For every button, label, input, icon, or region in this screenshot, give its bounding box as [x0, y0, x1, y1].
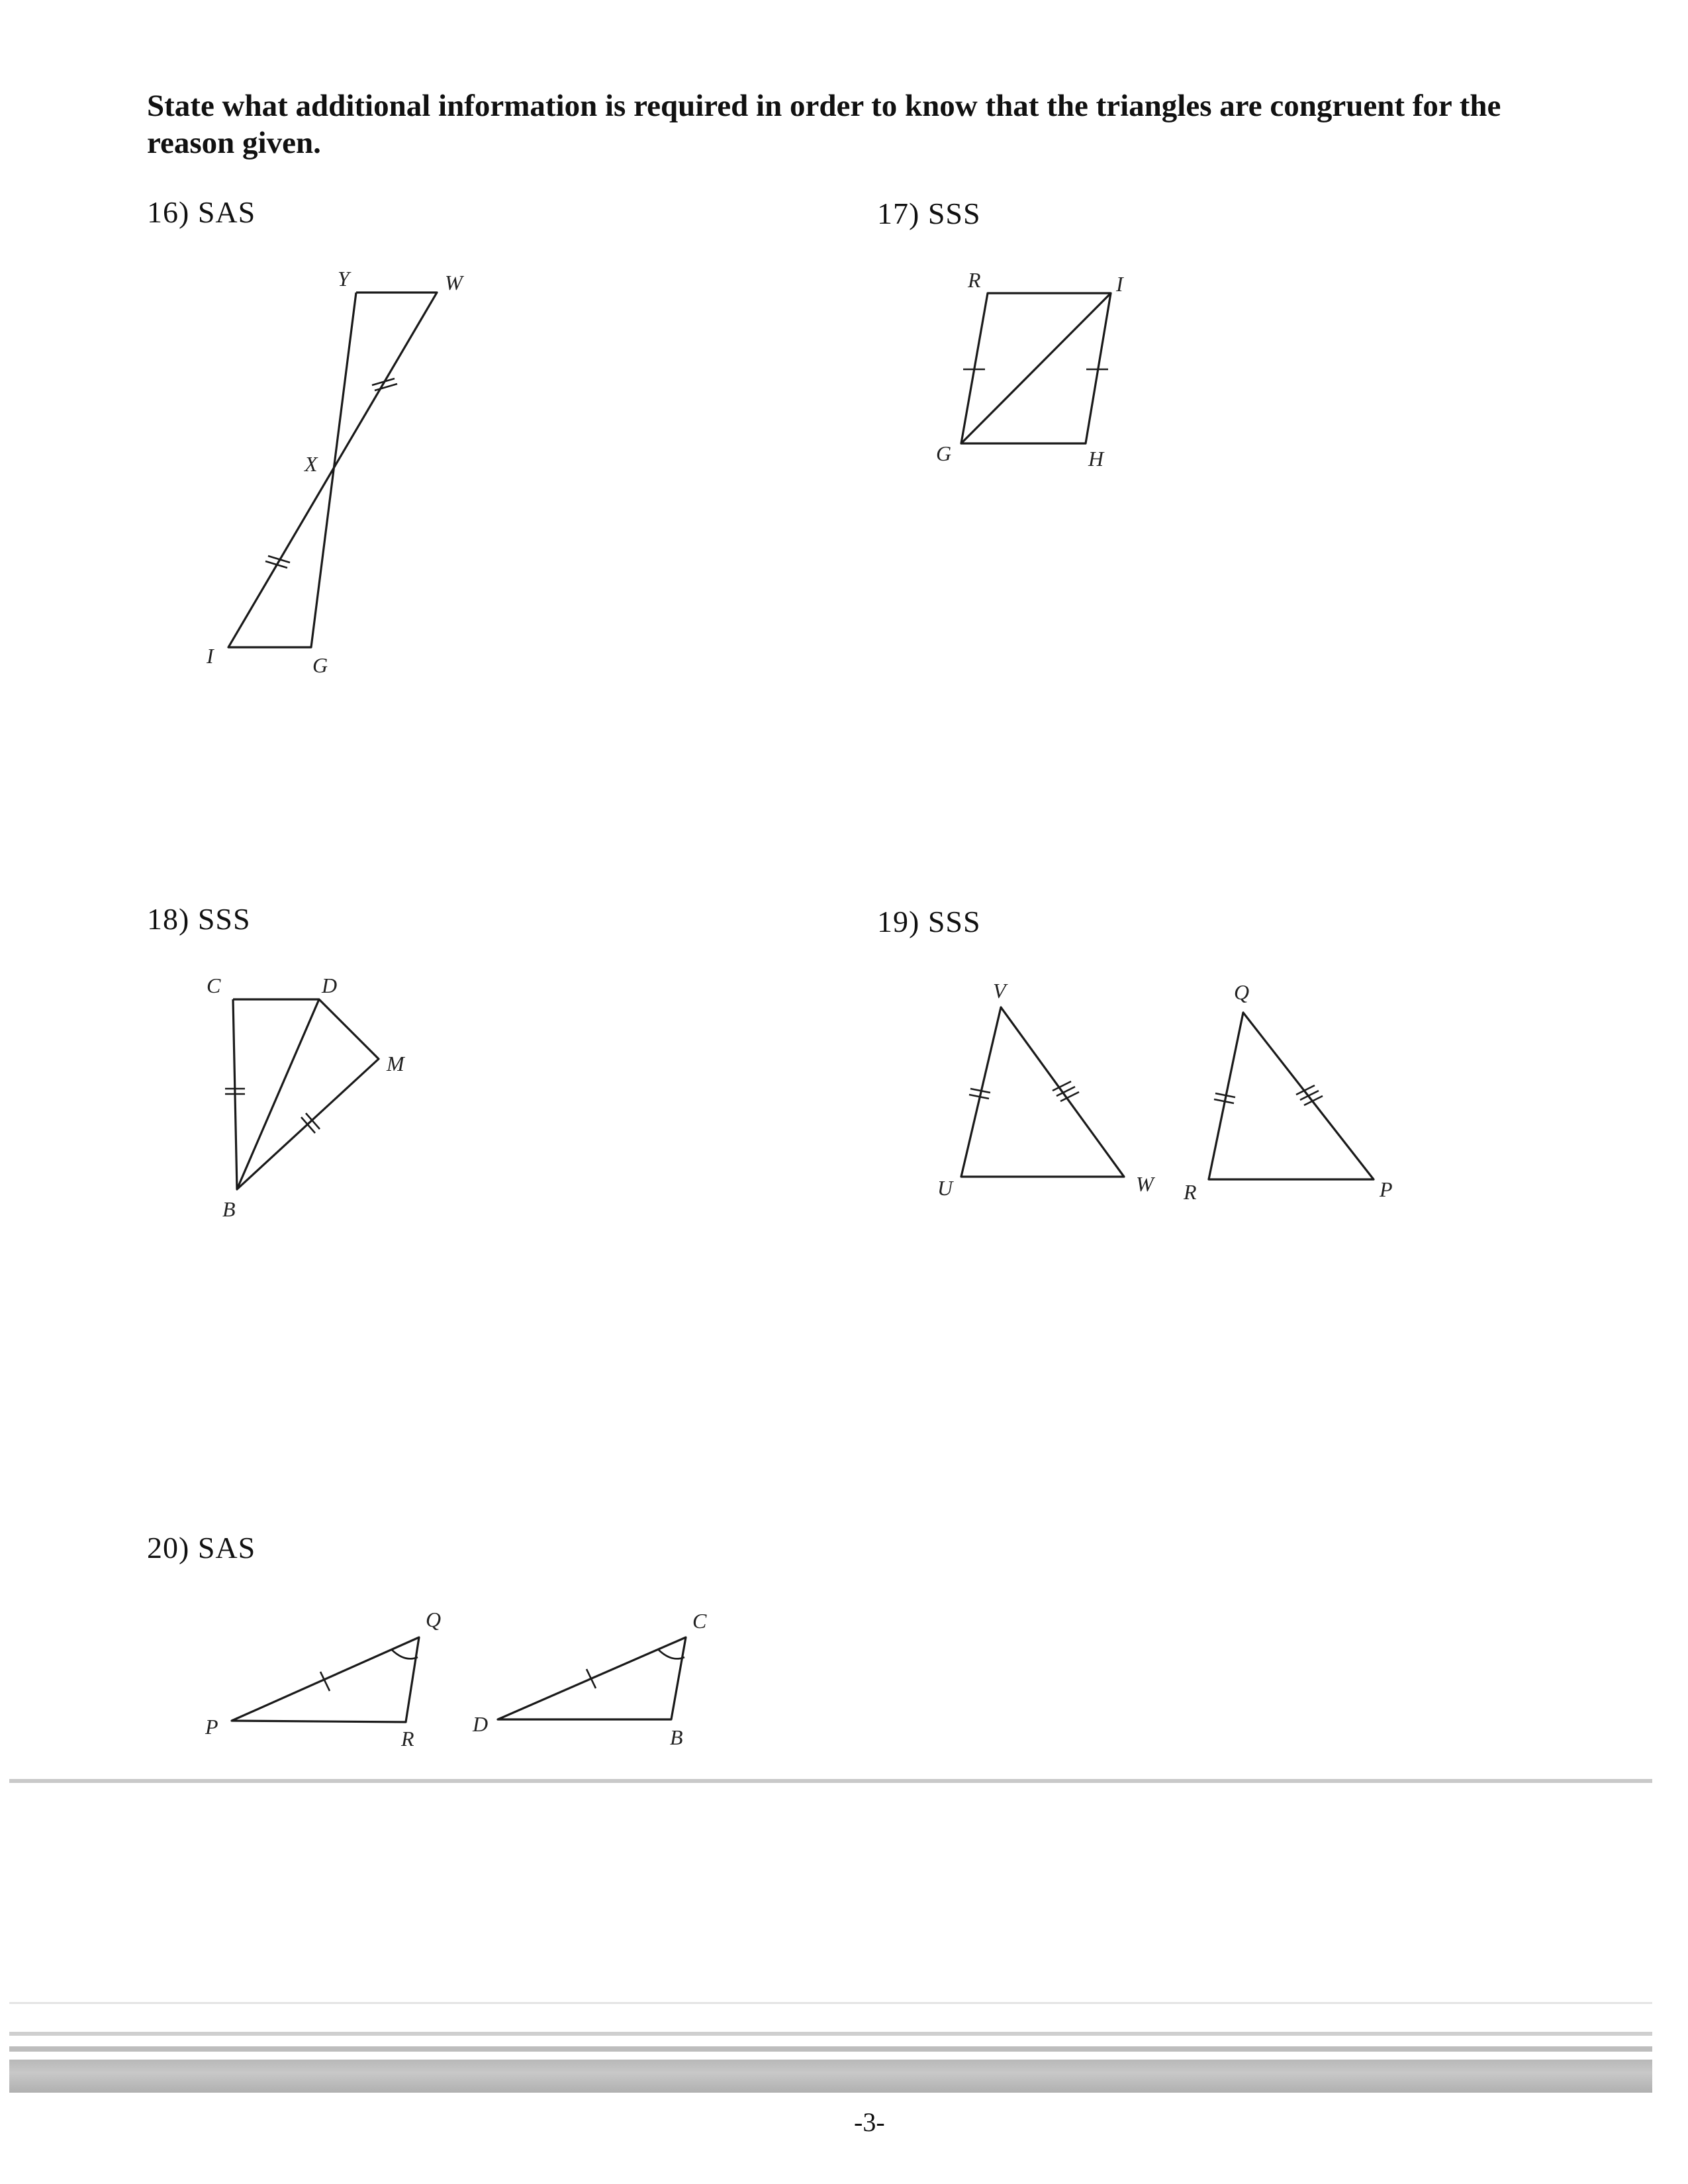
- scan-band: [9, 2002, 1652, 2004]
- point-label: R: [968, 268, 981, 292]
- scan-band: [9, 2046, 1652, 2052]
- point-label: X: [305, 452, 318, 476]
- point-label: C: [692, 1609, 707, 1633]
- point-label: I: [207, 644, 214, 668]
- figure-16-tick: [375, 384, 397, 390]
- scan-band: [9, 2060, 1652, 2093]
- point-label: Y: [338, 267, 350, 291]
- problem-19-label: 19) SSS: [877, 905, 981, 938]
- figure-18: [207, 974, 406, 1221]
- point-label: Q: [1234, 980, 1250, 1004]
- figure-20: [205, 1608, 707, 1751]
- scan-band: [9, 2032, 1652, 2036]
- problem-20-label: 20) SAS: [147, 1531, 256, 1565]
- figure-20-tick: [586, 1669, 596, 1688]
- problem-16-label: 16) SAS: [147, 195, 256, 229]
- figure-19: [937, 979, 1393, 1204]
- point-label: V: [993, 979, 1006, 1003]
- point-label: C: [207, 974, 221, 997]
- point-label: U: [937, 1176, 953, 1200]
- point-label: W: [445, 271, 463, 295]
- point-label: G: [936, 441, 952, 465]
- point-label: D: [473, 1712, 489, 1736]
- figure-17: [936, 268, 1124, 471]
- point-label: H: [1088, 447, 1104, 471]
- point-label: B: [222, 1197, 236, 1221]
- point-label: Q: [426, 1608, 442, 1631]
- figure-20-triangle-pqr: [232, 1637, 419, 1722]
- point-label: W: [1136, 1172, 1154, 1196]
- instructions-text: State what additional information is required in order to know that the triangles are congruent for the reason given.: [147, 89, 1501, 160]
- point-label: I: [1116, 272, 1123, 296]
- figure-16-triangles: [228, 293, 437, 647]
- point-label: B: [670, 1725, 683, 1749]
- figure-16: [206, 267, 465, 677]
- point-label: R: [401, 1727, 414, 1751]
- scan-band: [9, 1779, 1652, 1783]
- figure-20-angle-arc: [392, 1650, 418, 1659]
- point-label: R: [1184, 1180, 1197, 1204]
- figure-18-shared-side: [237, 999, 319, 1189]
- problem-18-label: 18) SSS: [147, 902, 251, 936]
- figure-20-angle-arc: [659, 1650, 684, 1659]
- page-number: -3-: [854, 2107, 885, 2137]
- point-label: P: [205, 1715, 218, 1739]
- figure-19-triangle-rqp: [1209, 1013, 1374, 1179]
- point-label: G: [312, 653, 328, 677]
- point-label: M: [387, 1052, 404, 1075]
- point-label: P: [1380, 1177, 1393, 1201]
- problem-17-label: 17) SSS: [877, 197, 981, 230]
- point-label: D: [322, 974, 338, 997]
